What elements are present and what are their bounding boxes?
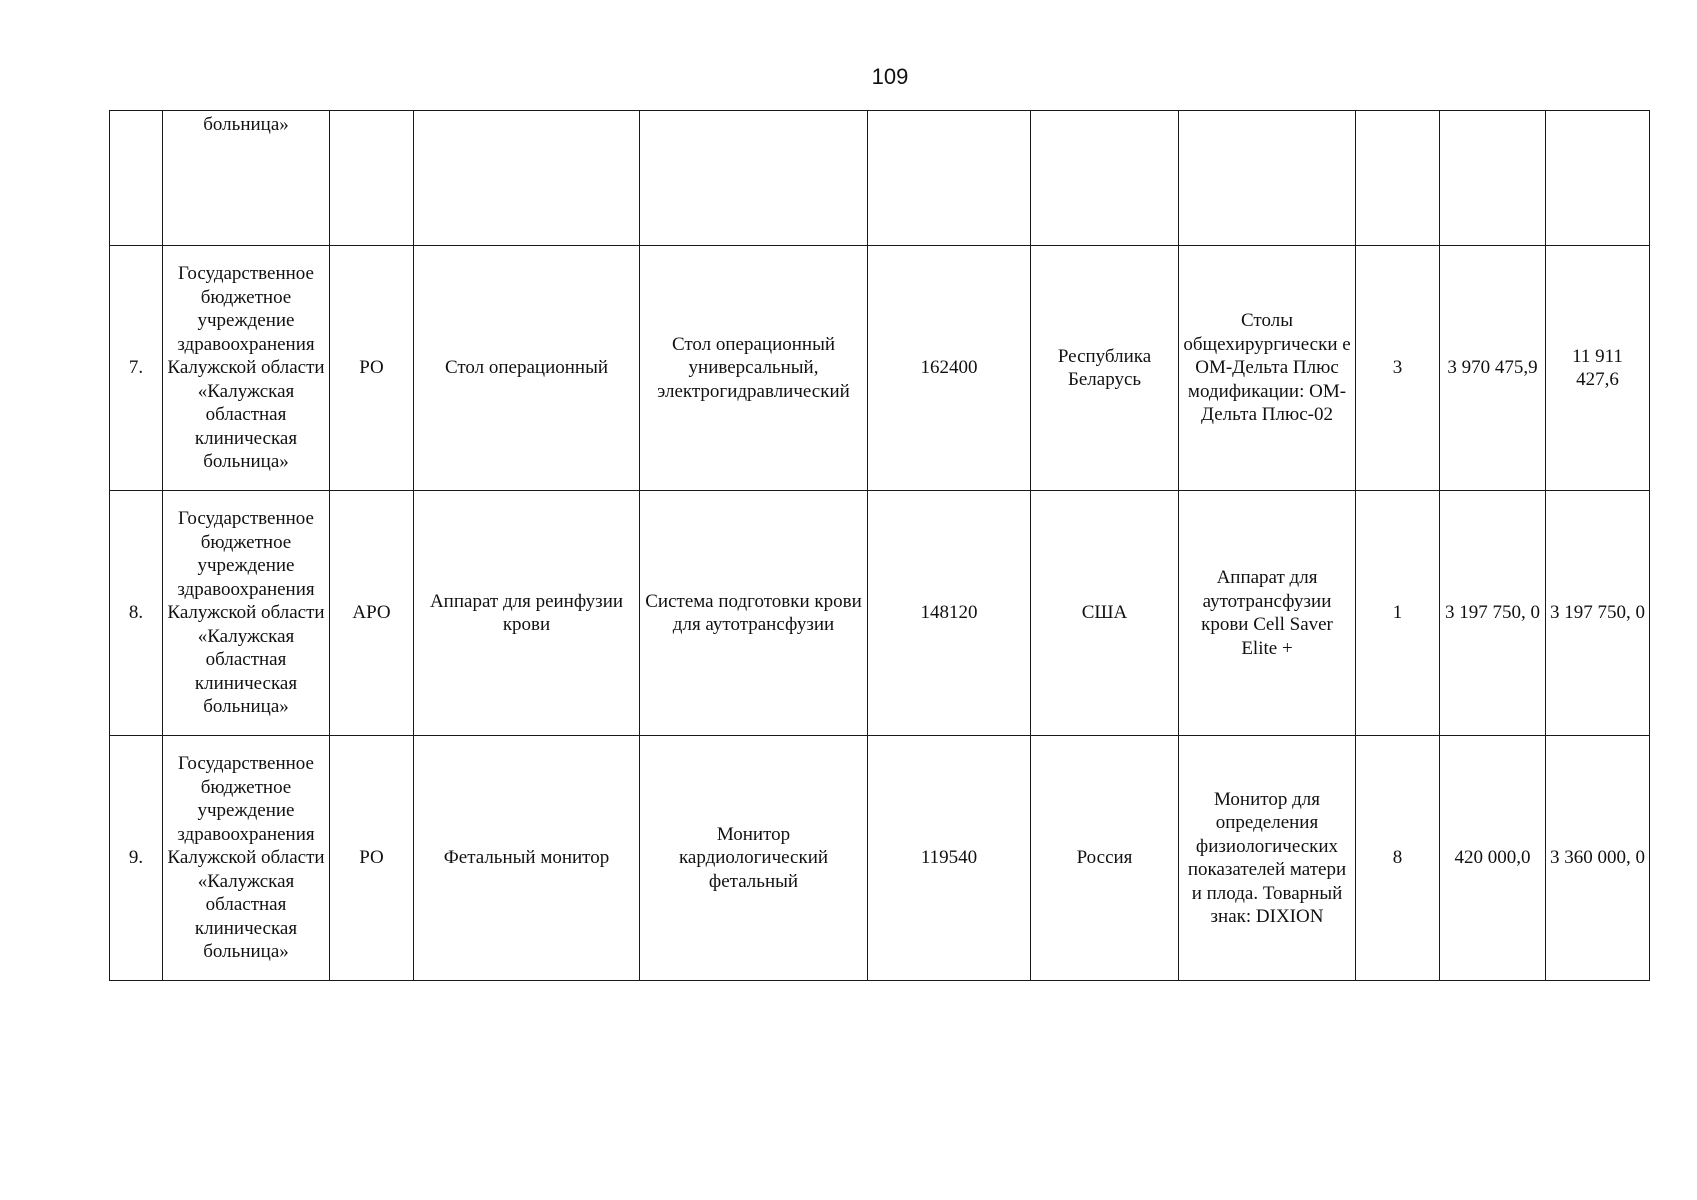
cell-model: Столы общехирургически е ОМ-Дельта Плюс модификации: ОМ-Дельта Плюс-02 (1179, 246, 1356, 491)
cell-model: Аппарат для аутотрансфузии крови Cell Saver Elite + (1179, 491, 1356, 736)
cell-equipment: Аппарат для реинфузии крови (414, 491, 640, 736)
cell-total (1546, 111, 1650, 246)
cell-total: 3 360 000, 0 (1546, 736, 1650, 981)
cell-price: 420 000,0 (1440, 736, 1546, 981)
cell-org: Государственное бюджетное учреждение здравоохранения Калужской области «Калужская областная клиническая больница» (163, 491, 330, 736)
cell-code: 162400 (868, 246, 1031, 491)
cell-price: 3 970 475,9 (1440, 246, 1546, 491)
cell-num: 9. (110, 736, 163, 981)
cell-code: 148120 (868, 491, 1031, 736)
cell-dept: АРО (330, 491, 414, 736)
cell-qty: 8 (1356, 736, 1440, 981)
table-row (110, 491, 1650, 736)
cell-org: Государственное бюджетное учреждение здравоохранения Калужской области «Калужская областная клиническая больница» (163, 246, 330, 491)
cell-total: 3 197 750, 0 (1546, 491, 1650, 736)
cell-code: 119540 (868, 736, 1031, 981)
page-number: 109 (871, 64, 909, 89)
cell-country: США (1031, 491, 1179, 736)
cell-dept: РО (330, 736, 414, 981)
cell-dept (330, 111, 414, 246)
table-row-continuation (110, 111, 1650, 246)
cell-description: Монитор кардиологический фетальный (640, 736, 868, 981)
cell-equipment: Стол операционный (414, 246, 640, 491)
cell-qty: 1 (1356, 491, 1440, 736)
cell-price (1440, 111, 1546, 246)
cell-code (868, 111, 1031, 246)
cell-description: Стол операционный универсальный, электрогидравлический (640, 246, 868, 491)
cell-qty (1356, 111, 1440, 246)
cell-qty: 3 (1356, 246, 1440, 491)
cell-model (1179, 111, 1356, 246)
cell-country (1031, 111, 1179, 246)
cell-description: Система подготовки крови для аутотрансфузии (640, 491, 868, 736)
cell-total: 11 911 427,6 (1546, 246, 1650, 491)
cell-price: 3 197 750, 0 (1440, 491, 1546, 736)
cell-equipment: Фетальный монитор (414, 736, 640, 981)
cell-org: Государственное бюджетное учреждение здравоохранения Калужской области «Калужская областная клиническая больница» (163, 736, 330, 981)
cell-country: Россия (1031, 736, 1179, 981)
cell-equipment (414, 111, 640, 246)
table-row (110, 246, 1650, 491)
cell-num (110, 111, 163, 246)
cell-num: 8. (110, 491, 163, 736)
cell-model: Монитор для определения физиологических показателей матери и плода. Товарный знак: DIXION (1179, 736, 1356, 981)
cell-num: 7. (110, 246, 163, 491)
cell-dept: РО (330, 246, 414, 491)
cell-org: больница» (163, 111, 330, 246)
table-row (110, 736, 1650, 981)
cell-description (640, 111, 868, 246)
equipment-table (109, 110, 1650, 981)
cell-country: Республика Беларусь (1031, 246, 1179, 491)
